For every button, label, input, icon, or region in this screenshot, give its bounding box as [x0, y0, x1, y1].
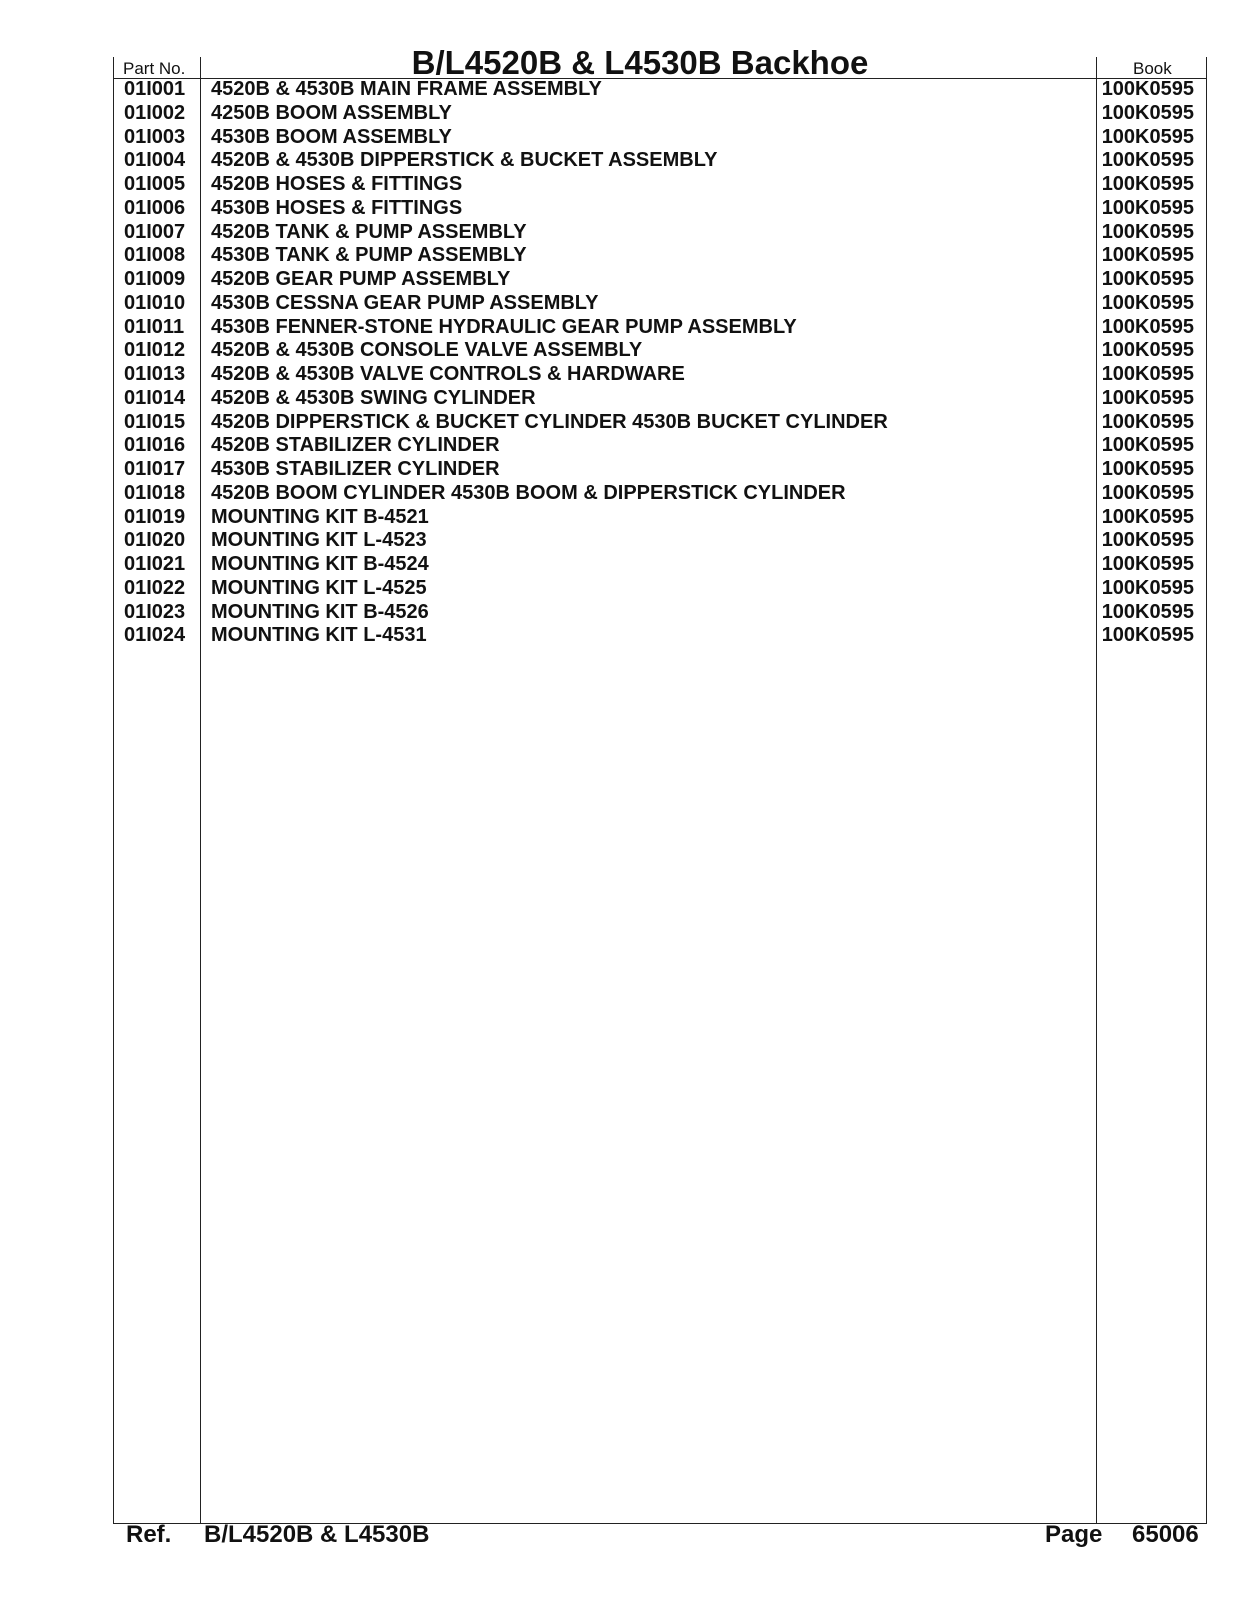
part-description: MOUNTING KIT L-4531 [211, 624, 427, 647]
book-number: 100K0595 [1101, 363, 1194, 385]
part-description: 4530B HOSES & FITTINGS [211, 196, 463, 219]
list-item [114, 102, 1206, 126]
book-number: 100K0595 [1101, 434, 1194, 457]
part-description: 4520B & 4530B MAIN FRAME ASSEMBLY [211, 78, 602, 100]
part-number: 01I012 [124, 339, 186, 362]
part-description: MOUNTING KIT B-4521 [211, 505, 429, 528]
part-number: 01I008 [124, 244, 186, 267]
part-description: 4520B BOOM CYLINDER 4530B BOOM & DIPPERSTICK CYLINDER [211, 481, 846, 504]
parts-list [114, 78, 1206, 648]
page-title: B/L4520B & L4530B Backhoe [411, 44, 869, 81]
part-description: 4520B DIPPERSTICK & BUCKET CYLINDER 4530B BUCKET CYLINDER [211, 410, 888, 433]
list-item [114, 268, 1206, 292]
book-number: 100K0595 [1101, 268, 1194, 290]
list-item [114, 506, 1206, 530]
book-number: 100K0595 [1101, 458, 1194, 480]
part-description: 4520B GEAR PUMP ASSEMBLY [211, 268, 511, 290]
part-number: 01I007 [124, 220, 186, 243]
list-item [114, 482, 1206, 506]
list-item [114, 434, 1206, 458]
part-number: 01I016 [124, 434, 186, 457]
part-number: 01I013 [124, 363, 186, 385]
list-item [114, 363, 1206, 387]
footer-page-label: Page [1045, 1521, 1103, 1548]
part-description: 4520B TANK & PUMP ASSEMBLY [211, 220, 527, 243]
book-number: 100K0595 [1101, 505, 1194, 528]
part-number: 01I001 [124, 78, 186, 100]
part-number: 01I021 [124, 553, 186, 575]
book-number: 100K0595 [1101, 196, 1194, 219]
book-number: 100K0595 [1101, 386, 1194, 409]
book-number: 100K0595 [1101, 173, 1194, 195]
part-number: 01I011 [124, 315, 185, 338]
list-item [114, 577, 1206, 601]
book-number: 100K0595 [1101, 125, 1194, 148]
book-number: 100K0595 [1101, 339, 1194, 362]
part-number: 01I014 [124, 386, 186, 409]
part-number: 01I023 [124, 600, 186, 623]
list-item [114, 624, 1206, 648]
book-number: 100K0595 [1101, 481, 1194, 504]
book-number: 100K0595 [1101, 101, 1194, 124]
book-number: 100K0595 [1101, 315, 1194, 338]
list-item [114, 221, 1206, 245]
part-number: 01I015 [124, 410, 186, 433]
list-item [114, 78, 1206, 102]
part-description: MOUNTING KIT B-4524 [211, 553, 429, 575]
part-description: 4250B BOOM ASSEMBLY [211, 101, 452, 124]
list-item [114, 126, 1206, 150]
list-item [114, 197, 1206, 221]
book-number: 100K0595 [1101, 78, 1194, 100]
part-description: 4530B TANK & PUMP ASSEMBLY [211, 244, 527, 267]
part-no-column-header: Part No. [123, 59, 186, 78]
part-description: 4520B & 4530B SWING CYLINDER [211, 386, 536, 409]
book-number: 100K0595 [1101, 576, 1194, 599]
footer-ref-label: Ref. [126, 1521, 172, 1548]
book-number: 100K0595 [1101, 553, 1194, 575]
part-description: 4530B STABILIZER CYLINDER [211, 458, 500, 480]
part-description: 4530B CESSNA GEAR PUMP ASSEMBLY [211, 291, 599, 314]
book-number: 100K0595 [1101, 624, 1194, 647]
part-number: 01I009 [124, 268, 186, 290]
list-item [114, 149, 1206, 173]
book-column-header: Book [1133, 59, 1172, 78]
footer-page-number: 65006 [1132, 1521, 1199, 1548]
part-number: 01I017 [124, 458, 186, 480]
part-number: 01I010 [124, 291, 186, 314]
list-item [114, 316, 1206, 340]
part-number: 01I024 [124, 624, 186, 647]
part-description: 4530B FENNER-STONE HYDRAULIC GEAR PUMP ASSEMBLY [211, 315, 797, 338]
list-item [114, 553, 1206, 577]
list-item [114, 339, 1206, 363]
part-description: 4520B & 4530B DIPPERSTICK & BUCKET ASSEMBLY [211, 149, 718, 172]
part-description: 4520B & 4530B VALVE CONTROLS & HARDWARE [211, 363, 685, 385]
list-item [114, 244, 1206, 268]
part-description: 4520B & 4530B CONSOLE VALVE ASSEMBLY [211, 339, 643, 362]
list-item [114, 387, 1206, 411]
part-description: 4520B STABILIZER CYLINDER [211, 434, 500, 457]
part-number: 01I006 [124, 196, 186, 219]
book-number: 100K0595 [1101, 529, 1194, 552]
part-number: 01I002 [124, 101, 186, 124]
part-description: MOUNTING KIT L-4525 [211, 576, 427, 599]
frame-right-border [1206, 57, 1207, 1524]
part-description: 4520B HOSES & FITTINGS [211, 173, 463, 195]
book-number: 100K0595 [1101, 149, 1194, 172]
part-description: MOUNTING KIT L-4523 [211, 529, 427, 552]
list-item [114, 173, 1206, 197]
footer-ref-value: B/L4520B & L4530B [204, 1521, 430, 1548]
book-number: 100K0595 [1101, 220, 1194, 243]
book-number: 100K0595 [1101, 244, 1194, 267]
part-number: 01I022 [124, 576, 186, 599]
list-item [114, 292, 1206, 316]
book-number: 100K0595 [1101, 291, 1194, 314]
book-number: 100K0595 [1101, 600, 1194, 623]
part-number: 01I020 [124, 529, 186, 552]
list-item [114, 458, 1206, 482]
part-description: MOUNTING KIT B-4526 [211, 600, 429, 623]
list-item [114, 411, 1206, 435]
book-number: 100K0595 [1101, 410, 1194, 433]
part-number: 01I004 [124, 149, 186, 172]
part-number: 01I005 [124, 173, 186, 195]
list-item [114, 601, 1206, 625]
part-description: 4530B BOOM ASSEMBLY [211, 125, 452, 148]
part-number: 01I018 [124, 481, 186, 504]
list-item [114, 529, 1206, 553]
part-number: 01I003 [124, 125, 186, 148]
part-number: 01I019 [124, 505, 186, 528]
